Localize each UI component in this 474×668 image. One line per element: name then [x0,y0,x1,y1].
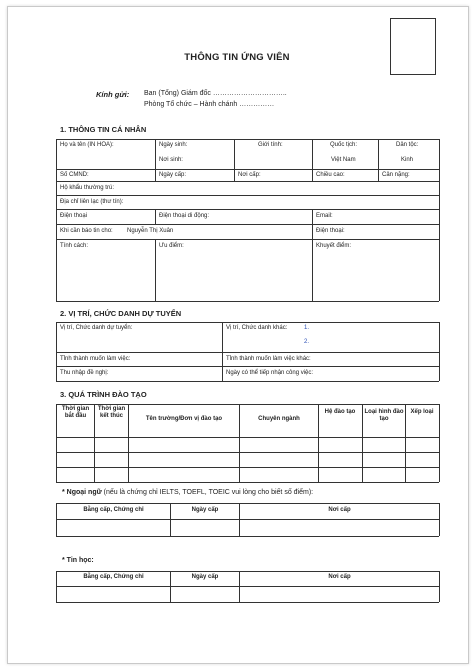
expected-salary-label: Thu nhập đề nghị: [60,370,109,376]
contact-address-label: Địa chỉ liên lạc (thư tín): [60,199,124,205]
weight-label: Cân nặng: [382,172,410,178]
strengths-label: Ưu điểm: [159,243,184,249]
nationality-value: Việt Nam [331,157,356,163]
edu-header-end: Thời gian kết thúc [97,406,126,419]
kinh-gui-label: Kính gửi: [96,90,130,99]
phone-label: Điện thoại [60,213,88,219]
gender-label: Giới tính: [258,142,283,148]
start-date-label: Ngày có thể tiếp nhận công việc: [226,370,314,376]
issue-place-label: Nơi cấp: [238,172,261,178]
edu-header-major: Chuyên ngành [258,416,300,422]
edu-header-rank: Xếp loại [410,409,434,415]
birth-date-label: Ngày sinh: [159,142,188,148]
it-header-date: Ngày cấp [191,574,219,580]
full-name-label: Họ và tên (IN HOA): [60,142,114,148]
section-3-heading: 3. QUÁ TRÌNH ĐÀO TẠO [60,390,147,399]
lang-header-date: Ngày cấp [191,507,219,513]
id-number-label: Số CMND: [60,172,89,178]
height-label: Chiều cao: [316,172,345,178]
page-title: THÔNG TIN ỨNG VIÊN [184,52,290,63]
ethnicity-value: Kinh [401,157,414,163]
photo-box [390,18,436,75]
lang-header-place: Nơi cấp [328,507,351,513]
position-label: Vị trí, Chức danh dự tuyển: [60,325,133,331]
edu-header-start: Thời gian bắt đầu [61,406,90,419]
emergency-phone-label: Điện thoại: [316,228,345,234]
section-2-heading: 2. VỊ TRÍ, CHỨC DANH DỰ TUYỂN [60,309,182,318]
it-label: * Tin học: [62,557,94,564]
lang-header-cert: Bằng cấp, Chứng chỉ [83,507,144,513]
email-label: Email: [316,213,333,219]
weaknesses-label: Khuyết điểm: [316,243,352,249]
recipient-line-1: Ban (Tổng) Giám đốc ………………………….. [144,90,287,97]
other-position-label: Vị trí, Chức danh khác: [226,325,288,331]
mobile-label: Điện thoại di động: [159,213,210,219]
ethnicity-label: Dân tộc: [396,142,419,148]
edu-header-school: Tên trường/Đơn vị đào tạo [145,416,223,422]
nationality-label: Quốc tịch: [330,142,358,148]
work-province-label: Tỉnh thành muốn làm việc: [60,356,131,362]
other-province-label: Tỉnh thành muốn làm việc khác: [226,356,311,362]
language-label: * Ngoại ngữ [62,489,102,496]
issue-date-label: Ngày cấp: [159,172,187,178]
emergency-contact-value: Nguyễn Thị Xuân [127,228,174,234]
language-note [62,489,313,496]
it-header-cert: Bằng cấp, Chứng chỉ [83,574,144,580]
other-position-2: 2. [304,339,310,345]
section-1-heading: 1. THÔNG TIN CÁ NHÂN [60,125,147,134]
edu-header-type: Loại hình đào tạo [364,409,404,422]
emergency-contact-label: Khi cần báo tin cho: [60,228,113,234]
edu-header-system: Hệ đào tạo [324,409,356,415]
permanent-address-label: Hộ khẩu thường trú: [60,185,114,191]
birth-place-label: Nơi sinh: [159,157,183,163]
recipient-line-2: Phòng Tổ chức – Hành chánh …………… [144,101,275,108]
language-note-text: (nếu là chứng chỉ IELTS, TOEFL, TOEIC vui lòng cho biết số điểm): [101,489,314,496]
other-position-1: 1. [304,325,310,331]
it-header-place: Nơi cấp [328,574,351,580]
personality-label: Tính cách: [60,243,89,249]
